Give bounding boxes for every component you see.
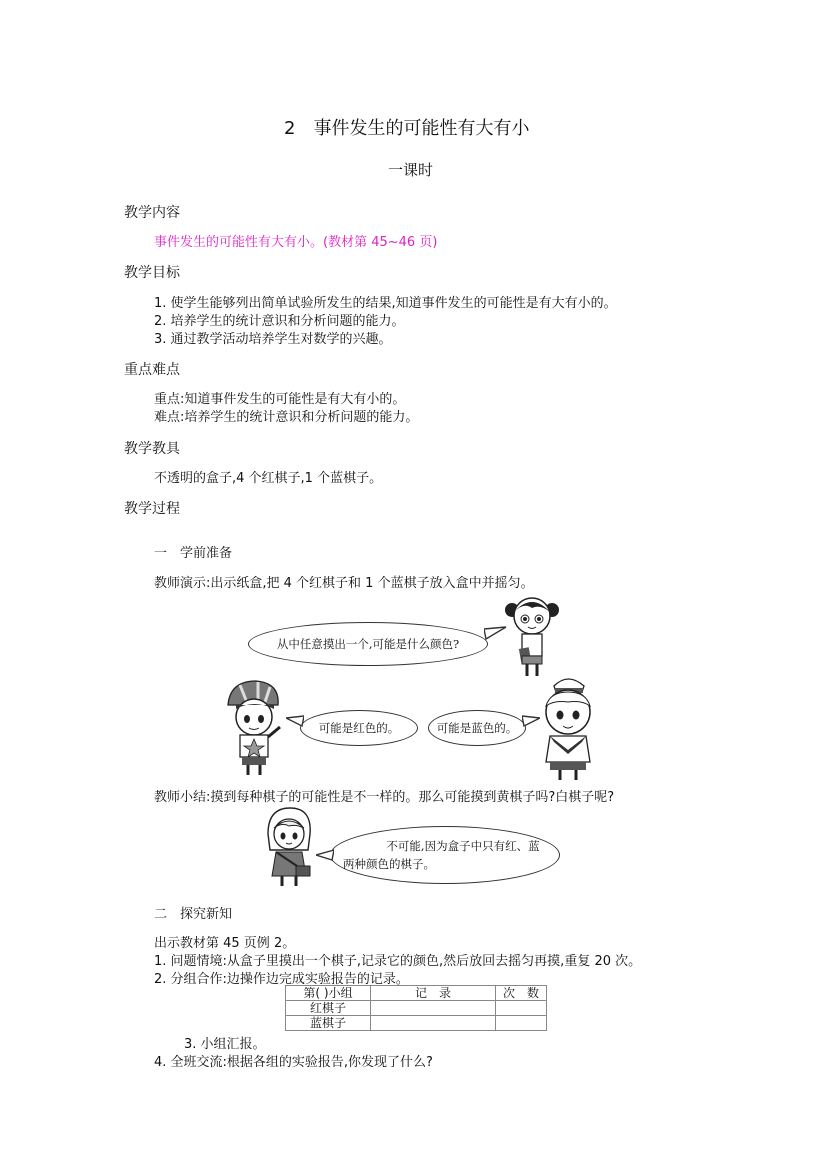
- speech-bubble-blue: [428, 710, 526, 746]
- table-header-count: 次 数: [496, 986, 547, 1001]
- table-cell-blue-label: 蓝棋子: [286, 1016, 371, 1031]
- tools-text: 不透明的盒子,4 个红棋子,1 个蓝棋子。: [154, 471, 383, 486]
- content-heading: 教学内容: [124, 205, 180, 221]
- table-cell-red-record: [371, 1001, 496, 1016]
- table-cell-red-label: 红棋子: [286, 1001, 371, 1016]
- page-subtitle: 一课时: [388, 161, 434, 179]
- bubble-answer-line-1: 不可能,因为盒子中只有红、蓝: [386, 839, 540, 853]
- goal-item-2: 2. 培养学生的统计意识和分析问题的能力。: [154, 314, 405, 329]
- part2-step-1: 1. 问题情境:从盒子里摸出一个棋子,记录它的颜色,然后放回去摇匀再摸,重复 20 次。: [154, 954, 642, 969]
- part2-intro: 出示教材第 45 页例 2。: [154, 936, 296, 951]
- table-header-row: [286, 986, 547, 1001]
- bubble-answer-line-2: 两种颜色的棋子。: [343, 857, 435, 871]
- experiment-record-table: [285, 985, 547, 1031]
- speech-bubble-answer: [330, 826, 560, 884]
- part2-step-4: 4. 全班交流:根据各组的实验报告,你发现了什么?: [154, 1055, 433, 1070]
- key-point-1: 重点:知道事件发生的可能性是有大有小的。: [154, 392, 406, 407]
- content-text: 事件发生的可能性有大有小。(教材第 45~46 页): [154, 235, 438, 250]
- part2-heading: 二 探究新知: [154, 907, 233, 922]
- goals-heading: 教学目标: [124, 265, 180, 281]
- key-point-2: 难点:培养学生的统计意识和分析问题的能力。: [154, 410, 419, 425]
- tools-heading: 教学教具: [124, 441, 180, 457]
- goal-item-1: 1. 使学生能够列出简单试验所发生的结果,知道事件发生的可能性是有大有小的。: [154, 296, 617, 311]
- table-cell-red-count: [496, 1001, 547, 1016]
- key-heading: 重点难点: [124, 362, 180, 378]
- part2-step-2: 2. 分组合作:边操作边完成实验报告的记录。: [154, 972, 409, 987]
- boy-with-cap-illustration: [218, 675, 290, 777]
- table-cell-blue-count: [496, 1016, 547, 1031]
- bubble-answer-tail: [316, 848, 334, 862]
- part1-demo: 教师演示:出示纸盒,把 4 个红棋子和 1 个蓝棋子放入盒中并摇匀。: [154, 576, 534, 591]
- sailor-boy-illustration: [528, 670, 608, 782]
- girl-with-bag-illustration: [256, 806, 322, 888]
- table-row: [286, 1001, 547, 1016]
- speech-bubble-red: [300, 710, 418, 746]
- part1-summary: 教师小结:摸到每种棋子的可能性是不一样的。那么可能摸到黄棋子吗?白棋子呢?: [154, 790, 615, 805]
- bubble-question-text: 从中任意摸出一个,可能是什么颜色?: [276, 637, 460, 651]
- part2-step-3: 3. 小组汇报。: [184, 1037, 266, 1052]
- goal-item-3: 3. 通过教学活动培养学生对数学的兴趣。: [154, 332, 392, 347]
- table-cell-blue-record: [371, 1016, 496, 1031]
- page-title: 2 事件发生的可能性有大有小: [284, 118, 530, 139]
- table-header-record: 记 录: [371, 986, 496, 1001]
- bubble-red-text: 可能是红色的。: [318, 721, 400, 735]
- table-header-group: 第( )小组: [286, 986, 371, 1001]
- table-row: [286, 1016, 547, 1031]
- speech-bubble-question: [248, 622, 488, 666]
- process-heading: 教学过程: [124, 501, 180, 517]
- bubble-blue-text: 可能是蓝色的。: [436, 721, 518, 735]
- part1-heading: 一 学前准备: [154, 546, 233, 561]
- girl-with-pigtails-illustration: [500, 590, 564, 680]
- bubble-red-tail: [286, 714, 304, 728]
